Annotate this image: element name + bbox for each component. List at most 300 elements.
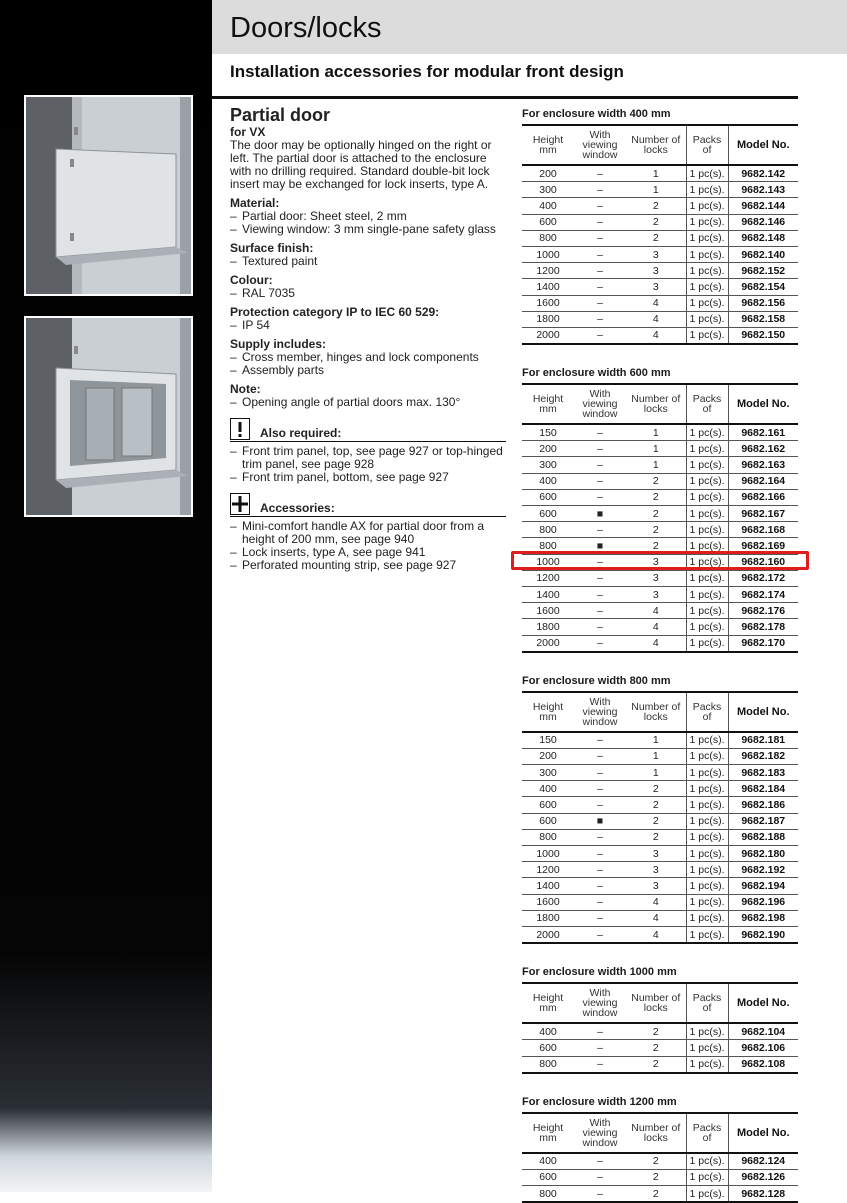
table-cell: 9682.194 bbox=[728, 878, 798, 894]
table-cell: – bbox=[574, 165, 626, 182]
table-row bbox=[522, 1169, 798, 1185]
table-cell: – bbox=[574, 473, 626, 489]
table-cell: 4 bbox=[626, 910, 686, 926]
column-header bbox=[522, 1113, 574, 1153]
column-header bbox=[626, 125, 686, 165]
model-table bbox=[522, 383, 798, 653]
table-cell: 1 pc(s). bbox=[686, 1153, 728, 1170]
table-row bbox=[522, 635, 798, 652]
table-cell: 1 pc(s). bbox=[686, 246, 728, 262]
table-row bbox=[522, 457, 798, 473]
model-tables bbox=[522, 108, 798, 1203]
model-table-block bbox=[522, 367, 798, 653]
table-cell: 800 bbox=[522, 230, 574, 246]
table-row bbox=[522, 748, 798, 764]
product-name: Partial door bbox=[230, 105, 331, 125]
column-header bbox=[522, 125, 574, 165]
table-cell: 2 bbox=[626, 1023, 686, 1040]
table-cell: – bbox=[574, 781, 626, 797]
table-cell: – bbox=[574, 214, 626, 230]
table-cell: – bbox=[574, 732, 626, 749]
column-header-text: Number of bbox=[631, 1121, 681, 1134]
table-row bbox=[522, 829, 798, 845]
column-header-text: Model No. bbox=[736, 705, 790, 718]
table-cell: 2 bbox=[626, 506, 686, 522]
column-header-text: Packs bbox=[692, 700, 722, 713]
spec-item: – IP 54 bbox=[230, 319, 506, 332]
table-cell: 3 bbox=[626, 246, 686, 262]
column-header bbox=[686, 125, 728, 165]
column-header-text: window bbox=[582, 408, 618, 421]
table-cell: 3 bbox=[626, 878, 686, 894]
table-header-row bbox=[522, 125, 798, 165]
table-row bbox=[522, 586, 798, 602]
column-header-text: viewing bbox=[582, 997, 618, 1010]
column-header bbox=[686, 384, 728, 424]
table-cell: 1 pc(s). bbox=[686, 829, 728, 845]
spec-section bbox=[230, 274, 506, 300]
table-cell: 9682.182 bbox=[728, 748, 798, 764]
table-cell: 9682.176 bbox=[728, 603, 798, 619]
model-table bbox=[522, 1112, 798, 1203]
table-cell: 300 bbox=[522, 457, 574, 473]
table-row bbox=[522, 878, 798, 894]
table-row bbox=[522, 894, 798, 910]
table-cell: 600 bbox=[522, 813, 574, 829]
table-cell: 150 bbox=[522, 732, 574, 749]
table-cell: 1 bbox=[626, 424, 686, 441]
spec-label: Note: bbox=[230, 382, 261, 396]
table-cell: 1 bbox=[626, 457, 686, 473]
column-header-text: Model No. bbox=[736, 398, 790, 411]
table-cell: 9682.156 bbox=[728, 295, 798, 311]
table-header-row bbox=[522, 384, 798, 424]
table-header-row bbox=[522, 1113, 798, 1153]
table-cell: 3 bbox=[626, 570, 686, 586]
product-photo-solid-door bbox=[24, 95, 193, 296]
column-header-text: Number of bbox=[631, 134, 681, 146]
table-cell: 9682.198 bbox=[728, 910, 798, 926]
table-row bbox=[522, 603, 798, 619]
table-cell: – bbox=[574, 878, 626, 894]
spec-section bbox=[230, 306, 506, 332]
column-header-text: locks bbox=[643, 403, 668, 416]
table-row bbox=[522, 1186, 798, 1203]
table-cell: – bbox=[574, 586, 626, 602]
table-cell: 4 bbox=[626, 295, 686, 311]
table-cell: – bbox=[574, 748, 626, 764]
column-header-text: With bbox=[589, 987, 611, 1000]
table-cell: 9682.184 bbox=[728, 781, 798, 797]
accessory-item: – Mini-comfort handle AX for partial door from a height of 200 mm, see page 940 bbox=[230, 520, 506, 546]
table-cell: 9682.166 bbox=[728, 489, 798, 505]
model-table-block bbox=[522, 966, 798, 1074]
column-header bbox=[574, 1113, 626, 1153]
table-cell: – bbox=[574, 182, 626, 198]
table-cell: 2 bbox=[626, 1153, 686, 1170]
also-required-heading bbox=[230, 418, 506, 442]
table-cell: 600 bbox=[522, 1040, 574, 1056]
table-cell: 300 bbox=[522, 182, 574, 198]
table-cell: 1 pc(s). bbox=[686, 570, 728, 586]
table-cell: 1000 bbox=[522, 846, 574, 862]
table-cell: 1 pc(s). bbox=[686, 765, 728, 781]
table-cell: 1000 bbox=[522, 246, 574, 262]
table-cell: 2 bbox=[626, 214, 686, 230]
table-cell: 2 bbox=[626, 1169, 686, 1185]
table-row bbox=[522, 846, 798, 862]
spec-section bbox=[230, 338, 506, 377]
column-header-text: viewing bbox=[582, 398, 618, 411]
table-cell: – bbox=[574, 1040, 626, 1056]
product-description bbox=[230, 104, 506, 572]
spec-label: Surface finish: bbox=[230, 241, 314, 255]
table-cell: 1 pc(s). bbox=[686, 748, 728, 764]
product-description-text: The door may be optionally hinged on the right or left. The partial door is attached to the enclosure with no drilling required. Standard double-bit lock insert may be exchanged for lock inserts, type A. bbox=[230, 138, 492, 191]
table-cell: 800 bbox=[522, 522, 574, 538]
accessory-item: – Lock inserts, type A, see page 941 bbox=[230, 546, 506, 559]
table-cell: 600 bbox=[522, 489, 574, 505]
table-cell: 9682.196 bbox=[728, 894, 798, 910]
table-row bbox=[522, 165, 798, 182]
table-row bbox=[522, 1056, 798, 1073]
column-header-text: mm bbox=[539, 144, 557, 156]
table-row bbox=[522, 910, 798, 926]
table-cell: 2 bbox=[626, 538, 686, 554]
table-cell: 1 pc(s). bbox=[686, 263, 728, 279]
table-cell: 9682.183 bbox=[728, 765, 798, 781]
table-cell: ■ bbox=[574, 506, 626, 522]
spec-item: – Viewing window: 3 mm single-pane safety glass bbox=[230, 223, 506, 236]
column-header-text: window bbox=[582, 1007, 618, 1020]
table-cell: 1 pc(s). bbox=[686, 1186, 728, 1203]
table-row bbox=[522, 1153, 798, 1170]
spec-section bbox=[230, 242, 506, 268]
table-cell: 1 pc(s). bbox=[686, 424, 728, 441]
table-cell: – bbox=[574, 846, 626, 862]
table-cell: 9682.126 bbox=[728, 1169, 798, 1185]
table-cell: 2 bbox=[626, 829, 686, 845]
column-header bbox=[574, 983, 626, 1023]
table-cell: 1 pc(s). bbox=[686, 182, 728, 198]
column-header bbox=[522, 983, 574, 1023]
column-header bbox=[626, 983, 686, 1023]
table-cell: – bbox=[574, 570, 626, 586]
table-cell: 9682.164 bbox=[728, 473, 798, 489]
table-cell: – bbox=[574, 279, 626, 295]
accessories-heading bbox=[230, 493, 506, 517]
spec-item: – Assembly parts bbox=[230, 364, 506, 377]
table-cell: 9682.146 bbox=[728, 214, 798, 230]
table-cell: 1 pc(s). bbox=[686, 603, 728, 619]
table-cell: 1200 bbox=[522, 862, 574, 878]
model-table bbox=[522, 124, 798, 345]
also-required-item: – Front trim panel, bottom, see page 927 bbox=[230, 471, 506, 484]
table-cell: 2 bbox=[626, 1056, 686, 1073]
table-cell: – bbox=[574, 311, 626, 327]
table-cell: – bbox=[574, 1169, 626, 1185]
table-cell: 1 pc(s). bbox=[686, 619, 728, 635]
accessories-label: Accessories: bbox=[260, 501, 335, 515]
table-cell: 9682.170 bbox=[728, 635, 798, 652]
table-cell: 1 bbox=[626, 732, 686, 749]
table-title: For enclosure width 600 mm bbox=[522, 367, 671, 380]
table-cell: 150 bbox=[522, 424, 574, 441]
table-cell: 1600 bbox=[522, 894, 574, 910]
column-header-text: Height bbox=[532, 393, 564, 406]
table-cell: 9682.154 bbox=[728, 279, 798, 295]
table-cell: 4 bbox=[626, 894, 686, 910]
spec-label: Protection category IP to IEC 60 529: bbox=[230, 305, 440, 319]
table-cell: 9682.188 bbox=[728, 829, 798, 845]
table-cell: – bbox=[574, 603, 626, 619]
column-header-text: Number of bbox=[631, 992, 681, 1005]
table-cell: – bbox=[574, 327, 626, 344]
table-cell: 200 bbox=[522, 748, 574, 764]
table-cell: 9682.140 bbox=[728, 246, 798, 262]
table-row bbox=[522, 441, 798, 457]
table-cell: 1 pc(s). bbox=[686, 1040, 728, 1056]
table-cell: 1 pc(s). bbox=[686, 489, 728, 505]
table-cell: 3 bbox=[626, 554, 686, 570]
table-cell: 1 pc(s). bbox=[686, 165, 728, 182]
table-cell: – bbox=[574, 295, 626, 311]
table-cell: 400 bbox=[522, 1023, 574, 1040]
table-cell: 1200 bbox=[522, 263, 574, 279]
table-row bbox=[522, 311, 798, 327]
table-cell: 2 bbox=[626, 797, 686, 813]
table-cell: 2 bbox=[626, 1186, 686, 1203]
table-cell: 1400 bbox=[522, 279, 574, 295]
table-row bbox=[522, 230, 798, 246]
table-cell: 300 bbox=[522, 765, 574, 781]
table-cell: 1200 bbox=[522, 570, 574, 586]
table-cell: 600 bbox=[522, 506, 574, 522]
table-cell: 9682.174 bbox=[728, 586, 798, 602]
table-cell: 9682.178 bbox=[728, 619, 798, 635]
table-cell: 1 pc(s). bbox=[686, 910, 728, 926]
table-cell: 1 pc(s). bbox=[686, 295, 728, 311]
table-row bbox=[522, 813, 798, 829]
table-cell: – bbox=[574, 894, 626, 910]
row-highlight bbox=[511, 551, 809, 570]
table-cell: 4 bbox=[626, 926, 686, 943]
column-header-text: Height bbox=[532, 992, 564, 1005]
also-required-label: Also required: bbox=[260, 426, 342, 440]
table-cell: 1 bbox=[626, 765, 686, 781]
column-header bbox=[728, 983, 798, 1023]
table-cell: 800 bbox=[522, 829, 574, 845]
table-row bbox=[522, 473, 798, 489]
column-header-text: Height bbox=[532, 700, 564, 713]
table-cell: 4 bbox=[626, 635, 686, 652]
table-cell: 2000 bbox=[522, 635, 574, 652]
table-cell: 9682.144 bbox=[728, 198, 798, 214]
table-cell: 9682.150 bbox=[728, 327, 798, 344]
column-header-text: Height bbox=[532, 134, 564, 146]
column-header-text: window bbox=[582, 715, 618, 728]
table-cell: 1 bbox=[626, 182, 686, 198]
exclamation-icon bbox=[230, 418, 250, 440]
table-cell: 2000 bbox=[522, 327, 574, 344]
page-title: Doors/locks bbox=[230, 12, 382, 44]
column-header-text: mm bbox=[539, 403, 557, 416]
table-cell: 1800 bbox=[522, 619, 574, 635]
table-row bbox=[522, 489, 798, 505]
column-header-text: mm bbox=[539, 1131, 557, 1144]
table-cell: 800 bbox=[522, 538, 574, 554]
column-header-text: of bbox=[702, 144, 712, 156]
table-cell: 3 bbox=[626, 846, 686, 862]
column-header-text: Height bbox=[532, 1121, 564, 1134]
table-cell: 400 bbox=[522, 473, 574, 489]
table-cell: 1400 bbox=[522, 586, 574, 602]
column-header bbox=[686, 692, 728, 732]
table-cell: 600 bbox=[522, 1169, 574, 1185]
table-cell: 2 bbox=[626, 198, 686, 214]
table-cell: 1 pc(s). bbox=[686, 441, 728, 457]
column-header-text: window bbox=[582, 1136, 618, 1149]
table-cell: 9682.104 bbox=[728, 1023, 798, 1040]
accessory-item: – Perforated mounting strip, see page 927 bbox=[230, 559, 506, 572]
column-header bbox=[626, 384, 686, 424]
column-header-text: mm bbox=[539, 710, 557, 723]
product-photo-window-door bbox=[24, 316, 193, 517]
table-cell: 2 bbox=[626, 781, 686, 797]
spec-item: – Opening angle of partial doors max. 130° bbox=[230, 396, 506, 409]
table-cell: 1 pc(s). bbox=[686, 1023, 728, 1040]
column-header bbox=[522, 692, 574, 732]
table-cell: – bbox=[574, 635, 626, 652]
table-cell: – bbox=[574, 1186, 626, 1203]
table-cell: 1 pc(s). bbox=[686, 522, 728, 538]
spec-label: Material: bbox=[230, 196, 280, 210]
header-rule bbox=[212, 96, 798, 99]
table-cell: 9682.158 bbox=[728, 311, 798, 327]
table-cell: – bbox=[574, 230, 626, 246]
table-cell: 1 pc(s). bbox=[686, 862, 728, 878]
column-header bbox=[522, 384, 574, 424]
table-header-row bbox=[522, 983, 798, 1023]
table-cell: 1 pc(s). bbox=[686, 230, 728, 246]
plus-icon bbox=[230, 493, 250, 515]
table-cell: – bbox=[574, 1056, 626, 1073]
table-cell: 9682.172 bbox=[728, 570, 798, 586]
table-cell: 1400 bbox=[522, 878, 574, 894]
table-cell: 2 bbox=[626, 813, 686, 829]
column-header-text: locks bbox=[643, 1002, 668, 1015]
column-header-text: viewing bbox=[582, 139, 618, 151]
table-cell: – bbox=[574, 829, 626, 845]
table-title: For enclosure width 400 mm bbox=[522, 108, 671, 120]
table-cell: 9682.187 bbox=[728, 813, 798, 829]
column-header-text: Packs bbox=[692, 134, 722, 146]
table-cell: – bbox=[574, 522, 626, 538]
table-cell: 3 bbox=[626, 586, 686, 602]
table-cell: 1 pc(s). bbox=[686, 732, 728, 749]
column-header bbox=[686, 1113, 728, 1153]
table-cell: 1 pc(s). bbox=[686, 327, 728, 344]
column-header bbox=[574, 384, 626, 424]
table-cell: – bbox=[574, 424, 626, 441]
table-cell: – bbox=[574, 263, 626, 279]
column-header-text: of bbox=[702, 1002, 712, 1015]
table-cell: 2 bbox=[626, 522, 686, 538]
table-cell: 1 pc(s). bbox=[686, 554, 728, 570]
table-cell: 9682.106 bbox=[728, 1040, 798, 1056]
also-required-item: – Front trim panel, top, see page 927 or top-hinged trim panel, see page 928 bbox=[230, 445, 506, 471]
column-header-text: of bbox=[702, 1131, 712, 1144]
table-cell: 9682.128 bbox=[728, 1186, 798, 1203]
table-title: For enclosure width 800 mm bbox=[522, 674, 671, 687]
table-cell: 1 bbox=[626, 441, 686, 457]
table-header-row bbox=[522, 692, 798, 732]
table-cell: 1 pc(s). bbox=[686, 813, 728, 829]
column-header-text: of bbox=[702, 403, 712, 416]
column-header-text: Packs bbox=[692, 992, 722, 1005]
column-header-text: Packs bbox=[692, 1121, 722, 1134]
spec-item: – RAL 7035 bbox=[230, 287, 506, 300]
table-cell: 9682.108 bbox=[728, 1056, 798, 1073]
table-cell: 800 bbox=[522, 1056, 574, 1073]
table-cell: 1 pc(s). bbox=[686, 457, 728, 473]
table-cell: 2 bbox=[626, 473, 686, 489]
spec-label: Supply includes: bbox=[230, 337, 327, 351]
table-row bbox=[522, 327, 798, 344]
table-row bbox=[522, 182, 798, 198]
column-header-text: of bbox=[702, 710, 712, 723]
table-cell: 1 pc(s). bbox=[686, 878, 728, 894]
table-cell: – bbox=[574, 1153, 626, 1170]
page-subtitle: Installation accessories for modular front design bbox=[230, 62, 624, 81]
column-header-text: With bbox=[589, 388, 611, 401]
table-cell: 1 pc(s). bbox=[686, 214, 728, 230]
column-header-text: With bbox=[589, 129, 611, 141]
table-cell: 9682.124 bbox=[728, 1153, 798, 1170]
table-cell: 4 bbox=[626, 619, 686, 635]
table-cell: 600 bbox=[522, 214, 574, 230]
table-cell: 2 bbox=[626, 489, 686, 505]
table-cell: – bbox=[574, 457, 626, 473]
table-cell: – bbox=[574, 198, 626, 214]
table-cell: 2000 bbox=[522, 926, 574, 943]
column-header bbox=[626, 1113, 686, 1153]
table-cell: 600 bbox=[522, 797, 574, 813]
spec-label: Colour: bbox=[230, 273, 273, 287]
table-cell: 9682.143 bbox=[728, 182, 798, 198]
column-header-text: locks bbox=[643, 710, 668, 723]
table-row bbox=[522, 279, 798, 295]
column-header-text: viewing bbox=[582, 1126, 618, 1139]
column-header-text: Number of bbox=[631, 393, 681, 406]
table-row bbox=[522, 619, 798, 635]
table-cell: 1 pc(s). bbox=[686, 797, 728, 813]
table-cell: – bbox=[574, 554, 626, 570]
table-cell: – bbox=[574, 926, 626, 943]
model-table bbox=[522, 691, 798, 944]
table-cell: 9682.190 bbox=[728, 926, 798, 943]
table-cell: ■ bbox=[574, 813, 626, 829]
table-row bbox=[522, 263, 798, 279]
table-cell: – bbox=[574, 441, 626, 457]
table-cell: 1 pc(s). bbox=[686, 538, 728, 554]
table-cell: 9682.148 bbox=[728, 230, 798, 246]
table-cell: 1 pc(s). bbox=[686, 846, 728, 862]
table-cell: – bbox=[574, 910, 626, 926]
table-cell: 9682.163 bbox=[728, 457, 798, 473]
table-row bbox=[522, 246, 798, 262]
column-header-text: With bbox=[589, 1116, 611, 1129]
